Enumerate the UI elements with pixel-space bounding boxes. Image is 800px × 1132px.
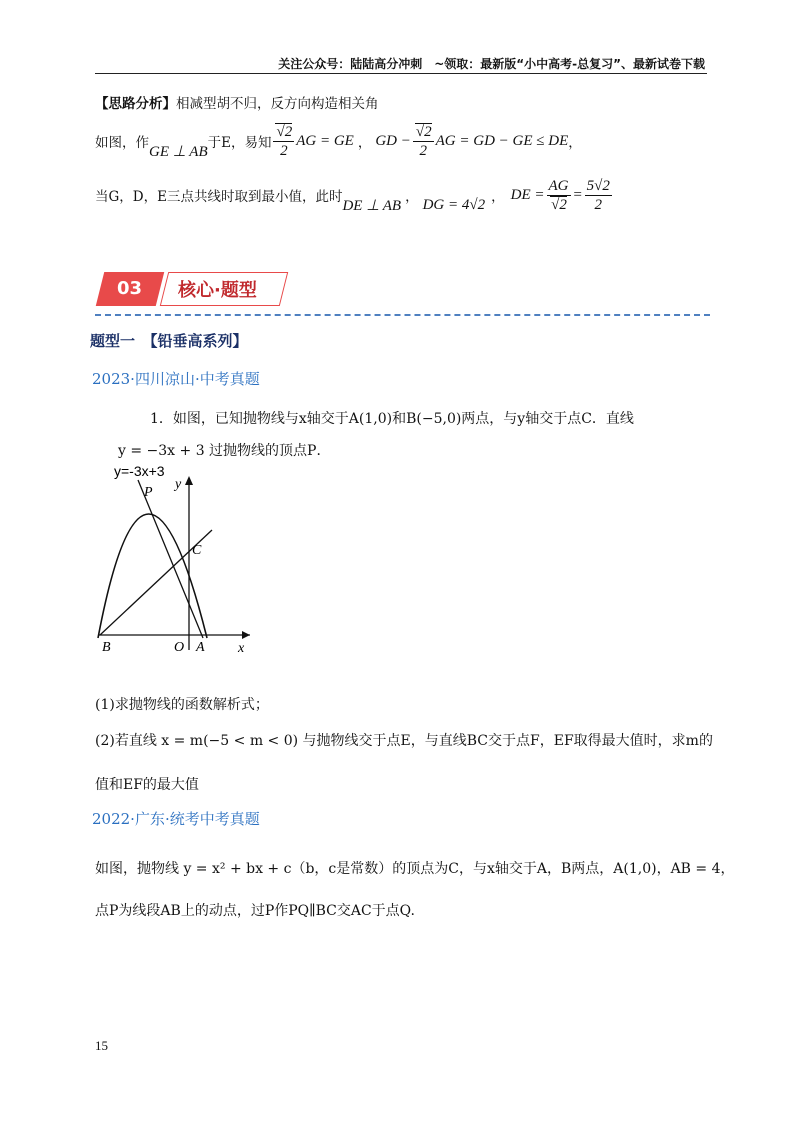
q2-source: 2022·广东·统考中考真题 <box>92 810 260 828</box>
analysis-text: ， <box>491 189 505 205</box>
math-expr: DE ⊥ AB <box>342 197 402 214</box>
x-axis-arrow-icon <box>242 631 250 639</box>
q1-source: 2023·四川凉山·中考真题 <box>92 370 260 388</box>
q1-text-line-1: 1．如图，已知抛物线与x轴交于A(1,0)和B(−5,0)两点，与y轴交于点C．直线 <box>150 411 634 427</box>
y-axis-arrow-icon <box>185 476 193 485</box>
line-through-p <box>138 480 203 638</box>
q2-text-line-1: 如图，抛物线 y = x² + bx + c（b，c是常数）的顶点为C，与x轴交于A，B两点，A(1,0)，AB = 4， <box>95 861 735 877</box>
analysis-text: ， <box>405 189 419 205</box>
page-header: 关注公众号：陆陆高分冲刺 ~领取：最新版“小中高考-总复习”、最新试卷下载 <box>278 57 705 71</box>
analysis-text: 如图，作 <box>95 135 149 151</box>
fraction: $\frac{AG}{√2}$ <box>548 177 569 213</box>
analysis-line-1 <box>95 92 379 112</box>
section-number-badge: 03 <box>96 272 164 306</box>
point-b-label: B <box>102 640 111 655</box>
parabola-curve <box>98 514 207 638</box>
analysis-label: 【思路分析】 <box>95 96 176 112</box>
math-expr: DG = 4√2 <box>422 196 486 213</box>
q1-figure <box>90 460 260 660</box>
analysis-text: 于E，易知 <box>207 135 272 151</box>
point-c-label: C <box>192 543 202 558</box>
math-expr: GE ⊥ AB <box>149 143 208 160</box>
analysis-line-2 <box>95 118 582 164</box>
q1-part-2-cont: 值和EF的最大值 <box>95 777 199 793</box>
q1-part-2: (2)若直线 x = m(−5 < m < 0) 与抛物线交于点E，与直线BC交于点F，EF取得最大值时，求m的 <box>95 733 713 749</box>
math-expr: AG = GD − GE ≤ DE <box>435 132 569 149</box>
point-p-label: P <box>144 485 153 500</box>
y-axis-label: y <box>175 477 182 492</box>
math-expr: AG = GE <box>296 132 354 149</box>
section-title: 核心·题型 <box>178 280 257 301</box>
analysis-text: ， <box>568 135 582 151</box>
analysis-line-3 <box>95 172 614 218</box>
analysis-text: 相减型胡不归，反方向构造相关角 <box>176 96 379 112</box>
x-axis-label: x <box>238 641 245 656</box>
analysis-text: ， <box>357 135 372 151</box>
type-title: 题型一 【铅垂高系列】 <box>90 332 248 350</box>
math-expr: DE = <box>510 186 545 203</box>
line-label: y=-3x+3 <box>114 463 165 479</box>
page-number: 15 <box>95 1038 108 1053</box>
q2-text-line-2: 点P为线段AB上的动点，过P作PQ∥BC交AC于点Q. <box>95 903 415 919</box>
fraction: $\frac{5√2}{2}$ <box>586 177 610 213</box>
header-rule <box>95 73 707 74</box>
origin-label: O <box>174 640 185 655</box>
q1-part-1: (1)求抛物线的函数解析式； <box>95 697 269 713</box>
q1-text-line-2: y = −3x + 3 过抛物线的顶点P． <box>118 443 331 459</box>
analysis-text: 当G，D，E三点共线时取到最小值，此时 <box>95 189 343 205</box>
fraction: $\frac{√2}{2}$ <box>273 123 294 160</box>
math-expr: GD − <box>375 132 411 149</box>
fraction: $\frac{√2}{2}$ <box>413 123 434 160</box>
point-a-label: A <box>196 640 205 655</box>
section-divider <box>95 314 710 316</box>
math-expr: = <box>572 186 583 203</box>
